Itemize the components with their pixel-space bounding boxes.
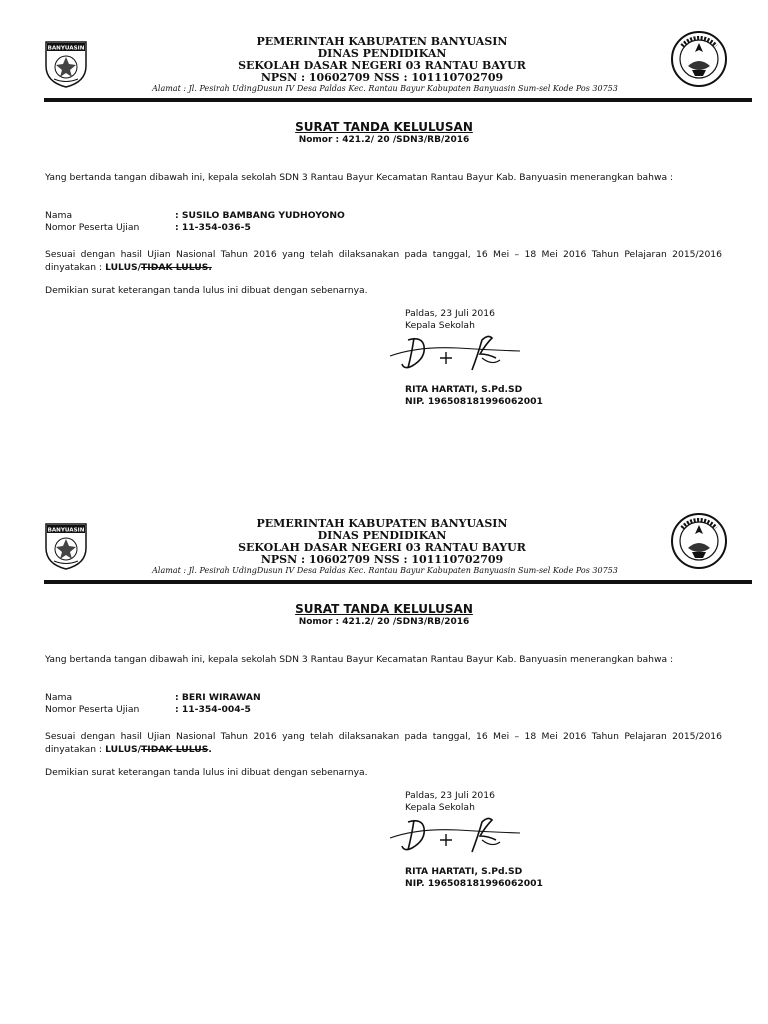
svg-text:BANYUASIN: BANYUASIN [47,45,85,52]
name-value: : BERI WIRAWAN [175,692,261,703]
signer-name: RITA HARTATI, S.Pd.SD [405,384,523,395]
handwritten-signature [388,332,523,374]
result-paragraph [45,730,722,756]
letterhead-address: Alamat : Jl. Pesirah UdingDusun IV Desa Paldas Kec. Rantau Bayur Kabupaten Banyuasin Sum-sel Kode Pos 30753 [152,84,618,93]
result-pass: LULUS/ [105,744,142,755]
place-date: Paldas, 23 Juli 2016 [405,790,495,801]
name-value: : SUSILO BAMBANG YUDHOYONO [175,210,345,221]
exam-number-row [45,222,251,234]
exam-number-value: : 11-354-036-5 [175,222,251,233]
exam-number-row [45,704,251,716]
signer-nip: NIP. 196508181996062001 [405,878,543,889]
letterhead-divider [44,98,752,102]
name-row [45,692,261,704]
svg-text:BANYUASIN: BANYUASIN [47,527,85,534]
letterhead-npsn: NPSN : 10602709 NSS : 101110702709 [260,553,504,566]
exam-number-label: Nomor Peserta Ujian [45,222,140,233]
certificate-number: Nomor : 421.2/ 20 /SDN3/RB/2016 [298,617,470,627]
handwritten-signature [388,814,523,856]
name-label: Nama [45,692,73,703]
certificate-number: Nomor : 421.2/ 20 /SDN3/RB/2016 [298,135,470,145]
letterhead-government: PEMERINTAH KABUPATEN BANYUASIN [256,35,508,48]
result-text: Sesuai dengan hasil Ujian Nasional Tahun 2016 yang telah dilaksanakan pada tanggal, 16 Mei – 18 Mei 2016 Tahun Pelajaran 2015/2016 dinyatakan : [45,249,722,273]
signer-role: Kepala Sekolah [405,802,475,813]
certificate-2 [0,512,768,984]
closing-paragraph: Demikian surat keterangan tanda lulus ini dibuat dengan sebenarnya. [45,285,368,296]
intro-paragraph: Yang bertanda tangan dibawah ini, kepala sekolah SDN 3 Rantau Bayur Kecamatan Rantau Bayur Kab. Banyuasin menerangkan bahwa : [45,172,674,183]
letterhead-school: SEKOLAH DASAR NEGERI 03 RANTAU BAYUR [238,541,526,554]
certificate-title: SURAT TANDA KELULUSAN [295,120,473,134]
banyuasin-regency-logo [44,518,88,570]
result-pass: LULUS/ [105,262,142,273]
result-fail-struck: TIDAK LULUS. [141,262,212,273]
result-end: . [208,744,212,755]
result-paragraph [45,248,722,274]
intro-paragraph: Yang bertanda tangan dibawah ini, kepala sekolah SDN 3 Rantau Bayur Kecamatan Rantau Bayur Kab. Banyuasin menerangkan bahwa : [45,654,674,665]
signer-name: RITA HARTATI, S.Pd.SD [405,866,523,877]
banyuasin-regency-logo [44,36,88,88]
exam-number-value: : 11-354-004-5 [175,704,251,715]
letterhead-department: DINAS PENDIDIKAN [317,47,447,60]
signer-nip: NIP. 196508181996062001 [405,396,543,407]
letterhead-school: SEKOLAH DASAR NEGERI 03 RANTAU BAYUR [238,59,526,72]
result-text: Sesuai dengan hasil Ujian Nasional Tahun 2016 yang telah dilaksanakan pada tanggal, 16 Mei – 18 Mei 2016 Tahun Pelajaran 2015/2016 dinyatakan : [45,731,722,755]
letterhead-department: DINAS PENDIDIKAN [317,529,447,542]
place-date: Paldas, 23 Juli 2016 [405,308,495,319]
exam-number-label: Nomor Peserta Ujian [45,704,140,715]
letterhead-npsn: NPSN : 10602709 NSS : 101110702709 [260,71,504,84]
letterhead-government: PEMERINTAH KABUPATEN BANYUASIN [256,517,508,530]
tut-wuri-handayani-logo [670,512,728,570]
closing-paragraph: Demikian surat keterangan tanda lulus ini dibuat dengan sebenarnya. [45,767,368,778]
signer-role: Kepala Sekolah [405,320,475,331]
certificate-1 [0,30,768,502]
tut-wuri-handayani-logo [670,30,728,88]
letterhead-divider [44,580,752,584]
result-fail-struck: TIDAK LULUS [141,744,209,755]
certificate-title: SURAT TANDA KELULUSAN [295,602,473,616]
letterhead-address: Alamat : Jl. Pesirah UdingDusun IV Desa Paldas Kec. Rantau Bayur Kabupaten Banyuasin Sum-sel Kode Pos 30753 [152,566,618,575]
name-row [45,210,345,222]
name-label: Nama [45,210,73,221]
